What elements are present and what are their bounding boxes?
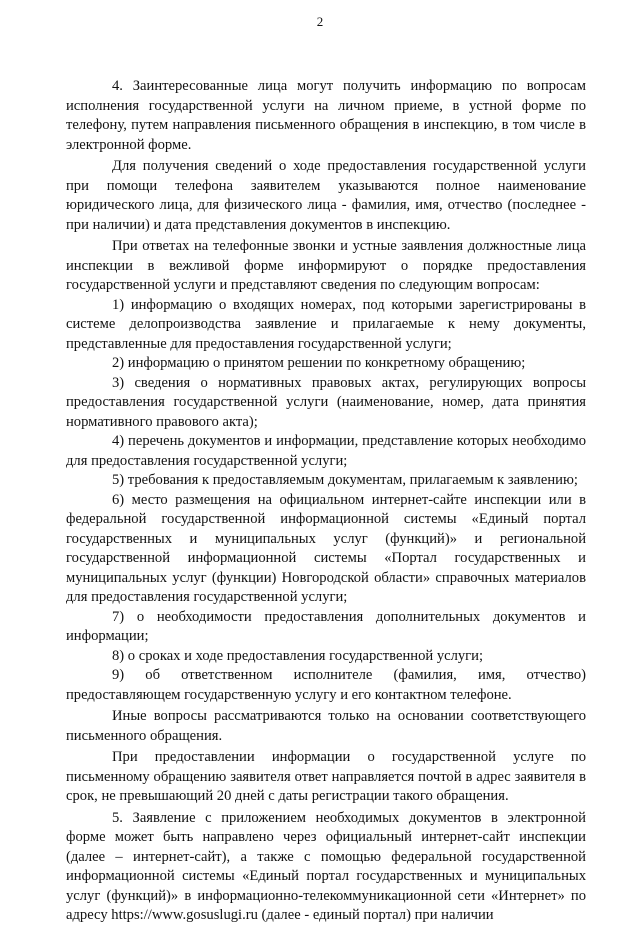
- paragraph: При предоставлении информации о государственной услуге по письменному обращению заявителя ответ направляется почтой в адрес заявителя в срок, не превышающий 20 дней с даты регистрации такого обращения.: [66, 749, 586, 804]
- list-item: 1) информацию о входящих номерах, под которыми зарегистрированы в системе делопроизводства заявление и прилагаемые к нему документы, представленные для предоставления государственной услуги;: [66, 296, 586, 352]
- list-item: 4) перечень документов и информации, представление которых необходимо для предоставления государственной услуги;: [66, 433, 586, 469]
- list-item: 8) о сроках и ходе предоставления государственной услуги;: [112, 647, 484, 664]
- paragraph: Для получения сведений о ходе предоставления государственной услуги при помощи телефона заявителем указываются полное наименование юридического лица, для физического лица - фамилия, имя, отчество (последнее - при наличии) и дата представления документов в инспекцию.: [66, 158, 586, 233]
- list-item: 7) о необходимости предоставления дополнительных документов и информации;: [66, 608, 586, 644]
- list-item: 5) требования к предоставляемым документам, прилагаемым к заявлению;: [112, 472, 578, 488]
- list-item: 2) информацию о принятом решении по конкретному обращению;: [112, 355, 526, 371]
- paragraph: При ответах на телефонные звонки и устные заявления должностные лица инспекции в вежливой форме информируют о порядке предоставления государственной услуги и представляют сведения по следующим вопросам:: [66, 238, 586, 293]
- paragraph: Иные вопросы рассматриваются только на основании соответствующего письменного обращения.: [66, 708, 586, 744]
- list-item: 6) место размещения на официальном интернет-сайте инспекции или в федеральной государственной информационной системы «Единый портал государственных и муниципальных услуг (функций)» и региональной государственной информационной системы «Портал государственных и муниципальных услуг (функции) Новгородской области» справочных материалов для предоставления государственной услуги;: [66, 491, 586, 605]
- paragraph-5-intro: 5. Заявление с приложением необходимых документов в электронной форме может быть направлено через официальный интернет-сайт инспекции (далее – интернет-сайт), а также с помощью федеральной государственной информационной системы «Единый портал государственных и муниципальных услуг (функций)» в информационно-телекоммуникационной сети «Интернет» по адресу https://www.gosuslugi.ru (далее - единый портал) при наличии: [66, 809, 586, 923]
- list-item: 3) сведения о нормативных правовых актах, регулирующих вопросы предоставления государственной услуги (наименование, номер, дата принятия нормативного правового акта);: [66, 374, 586, 430]
- paragraph-4-intro: 4. Заинтересованные лица могут получить информацию по вопросам исполнения государственной услуги на личном приеме, в устной форме по телефону, путем направления письменного обращения в инспекцию, в том числе в электронной форме.: [66, 78, 586, 153]
- document-body: [66, 77, 586, 926]
- list-item: 9) об ответственном исполнителе (фамилия, имя, отчество) предоставляющем государственную услугу и его контактном телефоне.: [66, 667, 586, 703]
- page-number: 2: [316, 14, 324, 29]
